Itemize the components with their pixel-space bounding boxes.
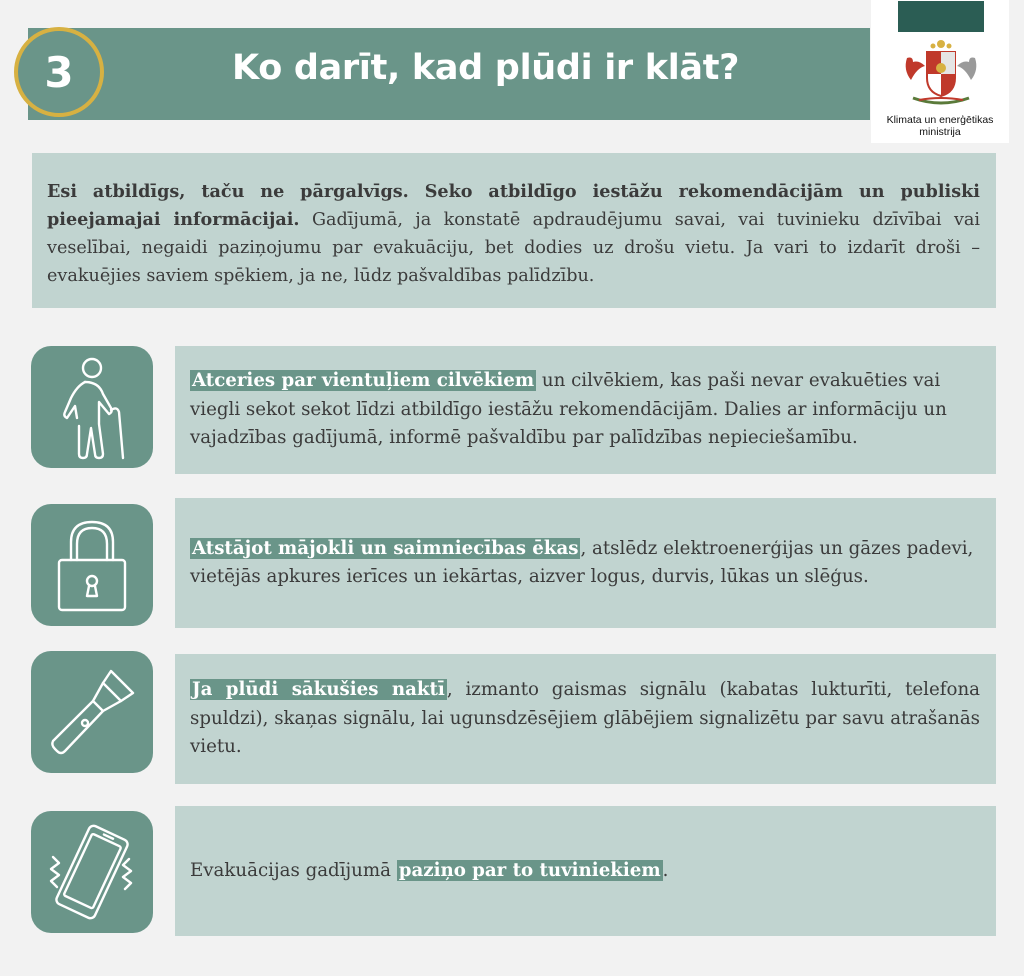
coat-of-arms-icon: [899, 38, 983, 108]
item-4-text-after: .: [662, 859, 669, 881]
elderly-person-icon: [31, 346, 153, 468]
item-3-highlight: Ja plūdi sākušies naktī: [192, 679, 445, 701]
item-1-highlight: Atceries par vientuļiem cilvēkiem: [192, 370, 535, 392]
elderly-person-icon-tile: [31, 346, 153, 468]
item-4-highlight: paziņo par to tuviniekiem: [398, 859, 661, 881]
item-2-text: , atslēdz elektroenerģijas un gāzes padevi, vietējās apkures ierīces un iekārtas, aizver logus, durvis, lūkas un slēģus.: [190, 537, 974, 587]
padlock-icon: [31, 504, 153, 626]
intro-bold-text: Esi atbildīgs, taču ne pārgalvīgs. Seko atbildīgo iestāžu rekomendācijām un publiski pieejamajai informācijai.: [47, 181, 980, 230]
flashlight-icon: [31, 651, 153, 773]
info-item-4: [175, 806, 996, 936]
info-item-3: [175, 654, 996, 784]
logo-color-bar: [898, 1, 984, 32]
flashlight-icon-tile: [31, 651, 153, 773]
ministry-logo: [871, 0, 1009, 143]
step-number-badge: 3: [14, 27, 104, 117]
item-2-highlight: Atstājot mājokli un saimniecības ēkas: [192, 537, 579, 559]
logo-caption-line1: Klimata un enerģētikas: [886, 114, 994, 126]
page-title: Ko darīt, kad plūdi ir klāt?: [232, 48, 740, 88]
item-4-text-before: Evakuācijas gadījumā: [190, 859, 397, 881]
info-item-2: [175, 498, 996, 628]
padlock-icon-tile: [31, 504, 153, 626]
logo-caption: [871, 114, 1009, 138]
vibrating-phone-icon: [31, 811, 153, 933]
intro-body-text: Gadījumā, ja konstatē apdraudējumu savai, vai tuvinieku dzīvībai vai veselībai, negaidi paziņojumu par evakuāciju, bet dodies uz drošu vietu. Ja vari to izdarīt droši – evakuējies saviem spēkiem, ja ne, lūdz pašvaldības palīdzību.: [47, 210, 980, 286]
item-3-text: , izmanto gaismas signālu (kabatas lukturīti, telefona spuldzi), skaņas signālu, lai ugunsdzēsējiem glābējiem signalizētu par savu atrašanās vietu.: [190, 679, 981, 758]
intro-panel: [32, 153, 996, 308]
info-item-1: [175, 346, 996, 474]
logo-caption-line2: ministrija: [919, 126, 961, 138]
item-1-text: un cilvēkiem, kas paši nevar evakuēties vai viegli sekot sekot līdzi atbildīgo iestāžu rekomendācijām. Dalies ar informāciju un vajadzības gadījumā, informē pašvaldību par palīdzības nepieciešamību.: [190, 370, 947, 449]
vibrating-phone-icon-tile: [31, 811, 153, 933]
